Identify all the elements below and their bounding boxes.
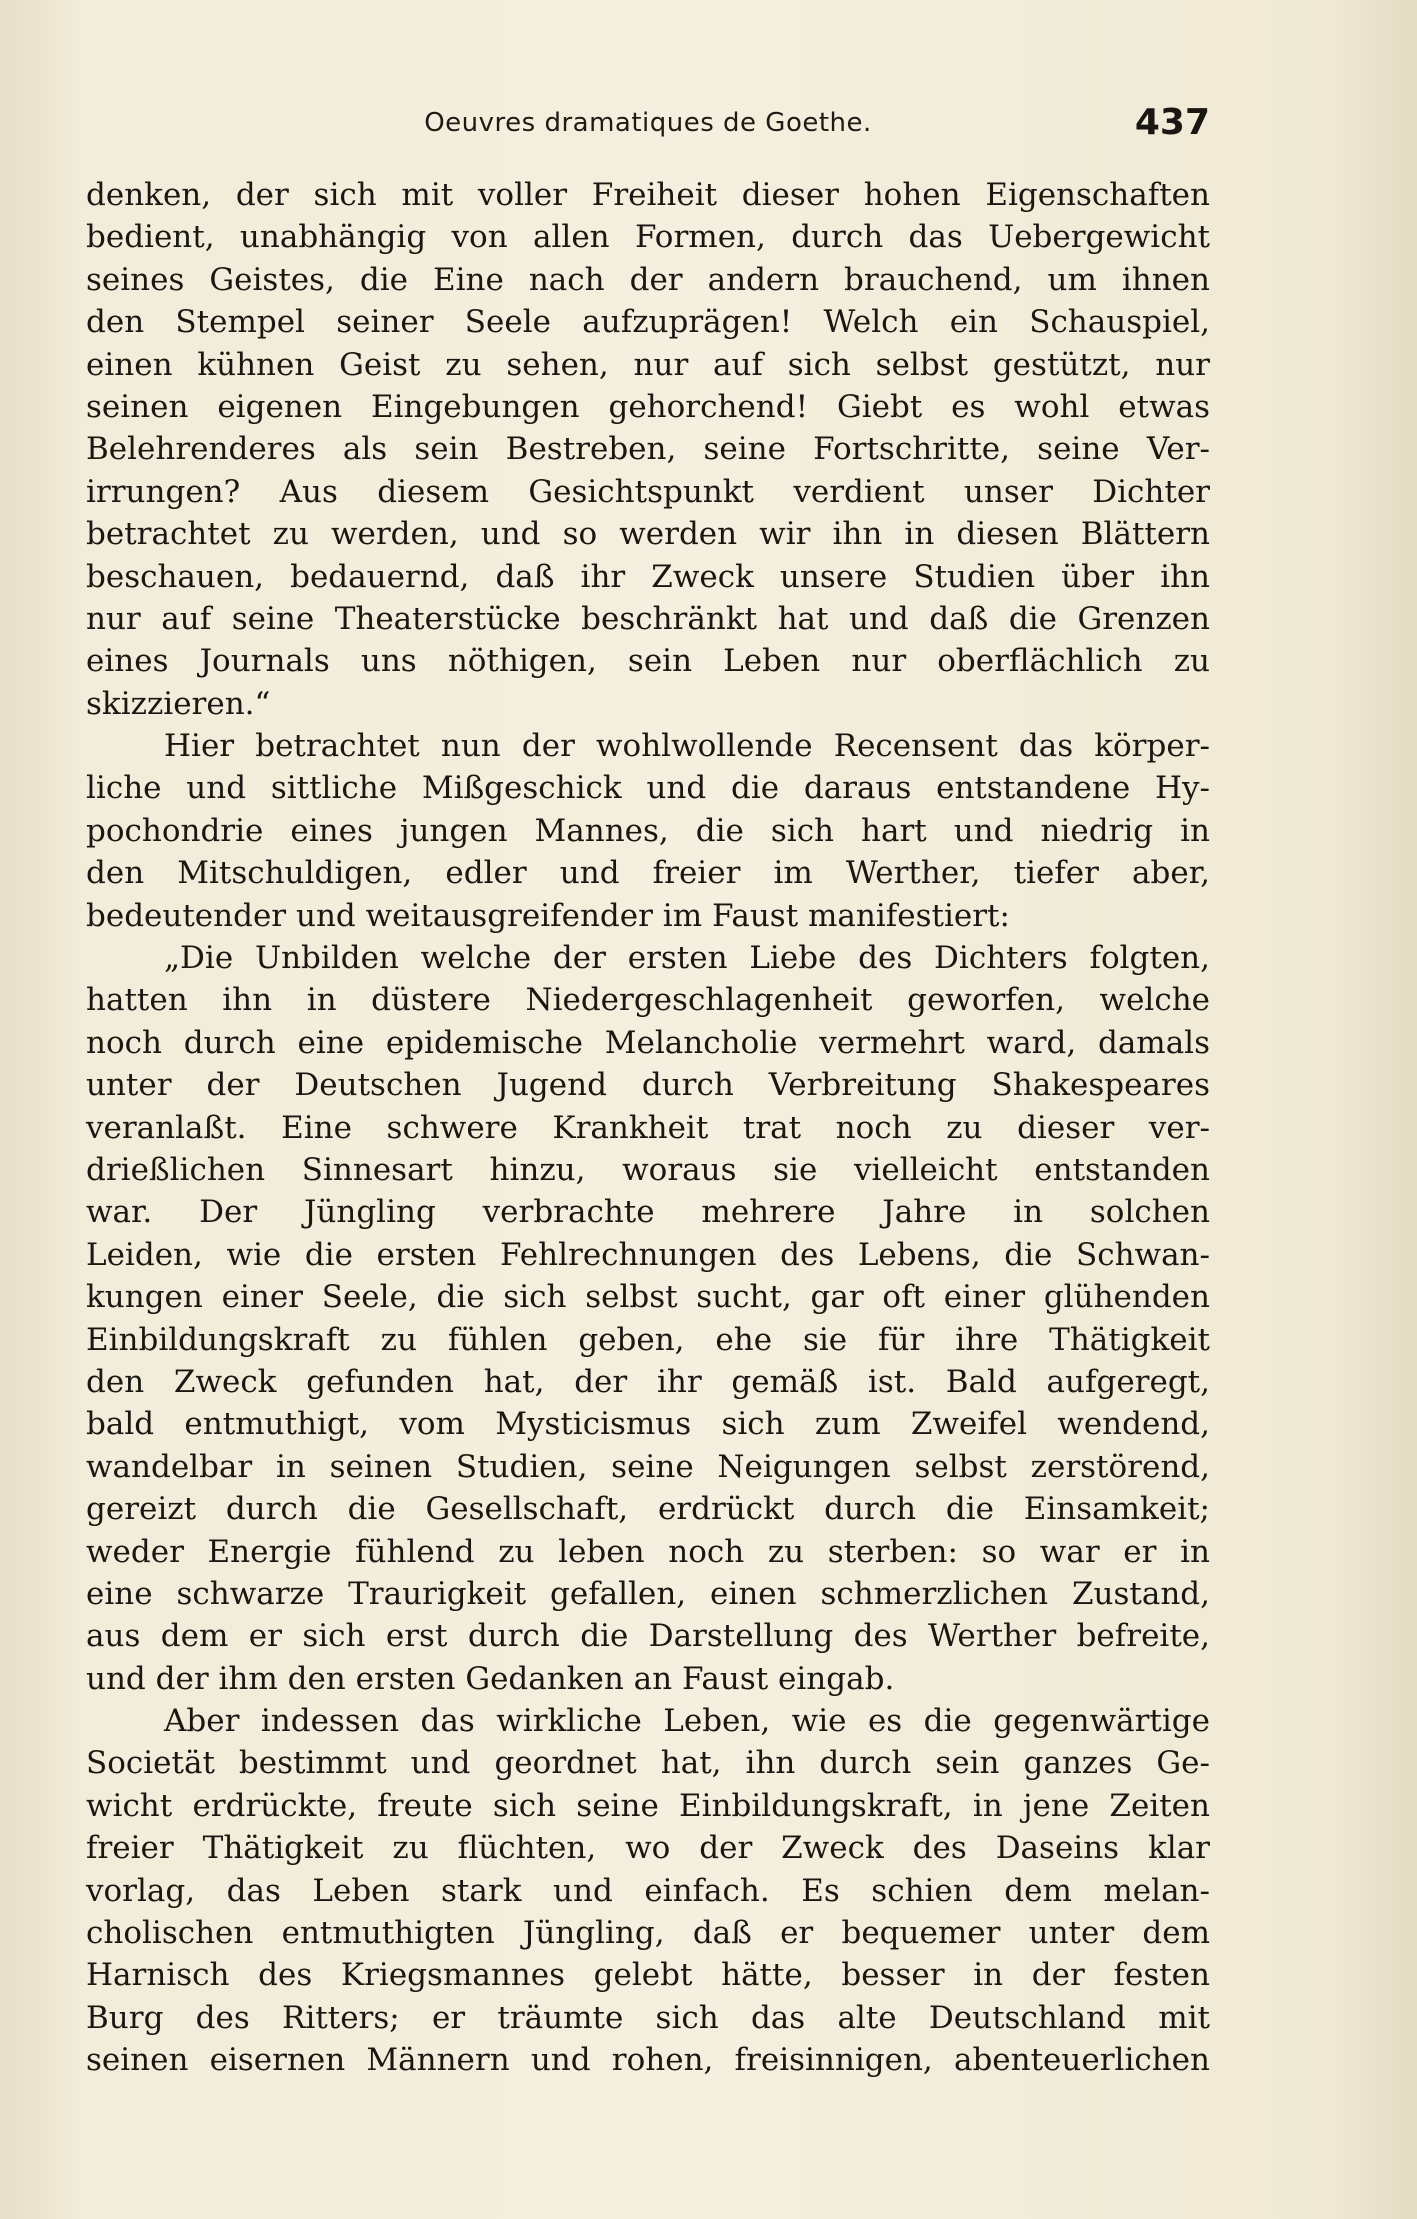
text-line: eine schwarze Traurigkeit gefallen, einen schmerzlichen Zustand, xyxy=(86,1575,1210,1612)
text-line: den Mitschuldigen, edler und freier im Werther, tiefer aber, xyxy=(86,855,1210,892)
text-line: war. Der Jüngling verbrachte mehrere Jahre in solchen xyxy=(86,1194,1210,1231)
text-line: weder Energie fühlend zu leben noch zu sterben: so war er in xyxy=(86,1533,1210,1570)
text-line: skizzieren.“ xyxy=(86,685,271,722)
text-line: Societät bestimmt und geordnet hat, ihn durch sein ganzes Ge- xyxy=(86,1745,1210,1782)
paragraph-start-line: Hier betrachtet nun der wohlwollende Recensent das körper- xyxy=(164,728,1210,765)
text-line: pochondrie eines jungen Mannes, die sich hart und niedrig in xyxy=(86,812,1210,849)
quote-start-line: „Die Unbilden welche der ersten Liebe des Dichters folgten, xyxy=(164,940,1210,977)
text-line: hatten ihn in düstere Niedergeschlagenheit geworfen, welche xyxy=(86,982,1210,1019)
running-head-title: Oeuvres dramatiques de Goethe. xyxy=(424,108,872,138)
text-line: cholischen entmuthigten Jüngling, daß er bequemer unter dem xyxy=(86,1915,1210,1952)
text-line: betrachtet zu werden, und so werden wir ihn in diesen Blättern xyxy=(86,516,1210,553)
text-line: bedient, unabhängig von allen Formen, durch das Uebergewicht xyxy=(86,219,1210,256)
text-line: Belehrenderes als sein Bestreben, seine Fortschritte, seine Ver- xyxy=(86,431,1210,468)
text-line: unter der Deutschen Jugend durch Verbreitung Shakespeares xyxy=(86,1067,1210,1104)
paragraph-start-line: Aber indessen das wirkliche Leben, wie es die gegenwärtige xyxy=(164,1703,1210,1740)
text-line: wicht erdrückte, freute sich seine Einbildungskraft, in jene Zeiten xyxy=(86,1787,1210,1824)
text-line: seinen eigenen Eingebungen gehorchend! Giebt es wohl etwas xyxy=(86,388,1210,425)
text-line: liche und sittliche Mißgeschick und die daraus entstandene Hy- xyxy=(86,770,1210,807)
text-line: den Stempel seiner Seele aufzuprägen! Welch ein Schauspiel, xyxy=(86,304,1210,341)
text-line: beschauen, bedauernd, daß ihr Zweck unsere Studien über ihn xyxy=(86,558,1210,595)
text-line: noch durch eine epidemische Melancholie vermehrt ward, damals xyxy=(86,1024,1210,1061)
text-line: wandelbar in seinen Studien, seine Neigungen selbst zerstörend, xyxy=(86,1448,1210,1485)
text-line: freier Thätigkeit zu flüchten, wo der Zweck des Daseins klar xyxy=(86,1830,1210,1867)
text-line: Leiden, wie die ersten Fehlrechnungen des Lebens, die Schwan- xyxy=(86,1236,1210,1273)
text-line: einen kühnen Geist zu sehen, nur auf sich selbst gestützt, nur xyxy=(86,346,1210,383)
text-line: und der ihm den ersten Gedanken an Faust eingab. xyxy=(86,1660,895,1697)
page-number: 437 xyxy=(1134,102,1210,143)
text-line: bald entmuthigt, vom Mysticismus sich zum Zweifel wendend, xyxy=(86,1406,1210,1443)
text-line: den Zweck gefunden hat, der ihr gemäß ist. Bald aufgeregt, xyxy=(86,1363,1210,1400)
text-line: denken, der sich mit voller Freiheit dieser hohen Eigenschaften xyxy=(86,177,1210,213)
body-text xyxy=(86,174,1210,2082)
text-line: bedeutender und weitausgreifender im Faust manifestiert: xyxy=(86,897,1010,934)
text-line: vorlag, das Leben stark und einfach. Es schien dem melan- xyxy=(86,1872,1210,1909)
text-line: seinen eisernen Männern und rohen, freisinnigen, abenteuerlichen xyxy=(86,2042,1210,2079)
text-line: Harnisch des Kriegsmannes gelebt hätte, besser in der festen xyxy=(86,1957,1210,1994)
text-line: veranlaßt. Eine schwere Krankheit trat noch zu dieser ver- xyxy=(86,1109,1210,1146)
text-line: kungen einer Seele, die sich selbst sucht, gar oft einer glühenden xyxy=(86,1279,1210,1316)
text-line: drießlichen Sinnesart hinzu, woraus sie vielleicht entstanden xyxy=(86,1151,1210,1188)
text-line: seines Geistes, die Eine nach der andern brauchend, um ihnen xyxy=(86,261,1210,298)
text-line: aus dem er sich erst durch die Darstellung des Werther befreite, xyxy=(86,1618,1210,1655)
text-line: Burg des Ritters; er träumte sich das alte Deutschland mit xyxy=(86,1999,1210,2036)
text-line: nur auf seine Theaterstücke beschränkt hat und daß die Grenzen xyxy=(86,600,1210,637)
text-line: irrungen? Aus diesem Gesichtspunkt verdient unser Dichter xyxy=(86,473,1210,510)
text-line: Einbildungskraft zu fühlen geben, ehe sie für ihre Thätigkeit xyxy=(86,1321,1210,1358)
running-head xyxy=(86,100,1210,150)
text-line: gereizt durch die Gesellschaft, erdrückt durch die Einsamkeit; xyxy=(86,1491,1210,1528)
text-line: eines Journals uns nöthigen, sein Leben nur oberflächlich zu xyxy=(86,643,1210,680)
